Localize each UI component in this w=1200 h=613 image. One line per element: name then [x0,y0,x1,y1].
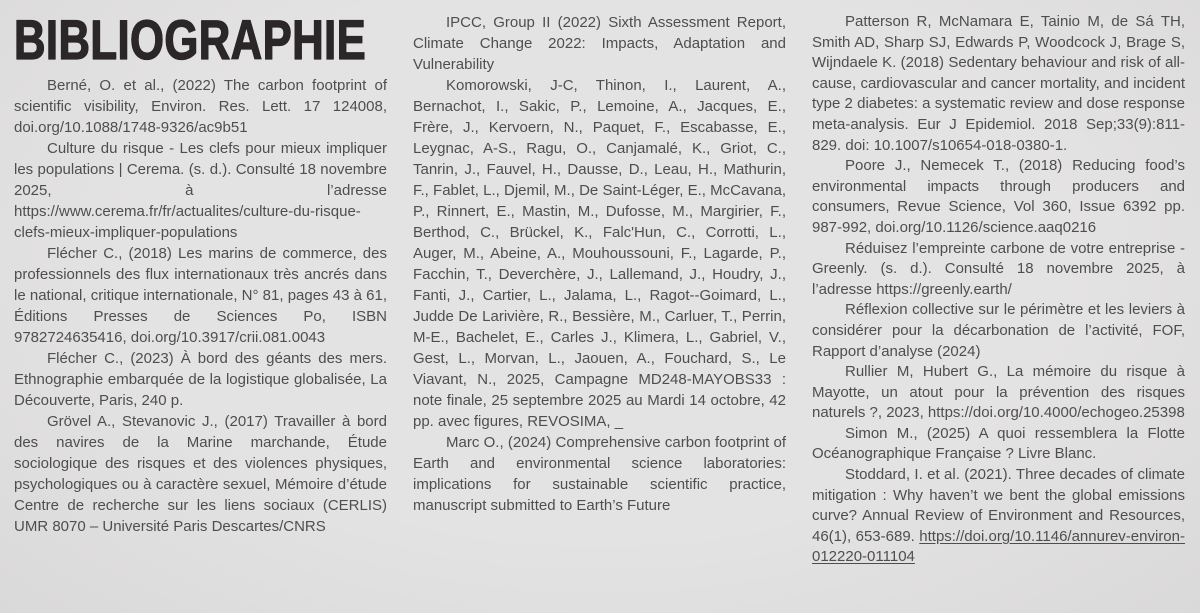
bib-entry-ipcc-2022: IPCC, Group II (2022) Sixth Assessment Report, Climate Change 2022: Impacts, Adaptation and Vulnerability [413,14,786,73]
bib-entry-marc-2024: Marc O., (2024) Comprehensive carbon footprint of Earth and environmental science laboratories: implications for sustainable scientific practice, manuscript submitted to Earth’s Future [413,434,786,514]
bib-entry-simon-2025: Simon M., (2025) A quoi ressemblera la Flotte Océanographique Française ? Livre Blanc. [812,424,1185,463]
bib-entry-berne-2022: Berné, O. et al., (2022) The carbon footprint of scientific visibility, Environ. Res. Lett. 17 124008, doi.org/10.1088/1748-9326/ac9b51 [14,77,387,136]
bib-entry-rullier-2023: Rullier M, Hubert G., La mémoire du risque à Mayotte, un atout pour la prévention des risques naturels ?, 2023, https://doi.org/10.4000/echogeo.25398 [812,363,1185,422]
bib-entry-cerema: Culture du risque - Les clefs pour mieux impliquer les populations | Cerema. (s. d.). Consulté 18 novembre 2025, à l’adresse https://www.cerema.fr/fr/actualites/culture-du-risque-clefs-mieux-impliquer-populations [14,140,387,241]
bib-entry-stoddard-2021 [812,465,1185,568]
bib-entry-grovel-2017: Grövel A., Stevanovic J., (2017) Travailler à bord des navires de la Marine marchande, Étude sociologique des risques et des violences physiques, psychologiques ou à caractère sexuel, Mémoire d’étude Centre de recherche sur les liens sociaux (CERLIS) UMR 8070 – Université Paris Descartes/CNRS [14,413,387,535]
bib-entry-fof-2024: Réflexion collective sur le périmètre et les leviers à considérer pour la décarbonation de l’activité, FOF, Rapport d’analyse (2024) [812,301,1185,360]
page-title: BIBLIOGRAPHIE [14,8,367,71]
bib-entry-poore-2018: Poore J., Nemecek T., (2018) Reducing food’s environmental impacts through producers and consumers, Revue Science, Vol 360, Issue 6392 pp. 987-992, doi.org/10.1126/science.aaq0216 [812,157,1185,236]
doi-link[interactable]: https://doi.org/10.1146/annurev-environ-012220-011104 [812,527,1185,566]
bib-entry-flecher-2018: Flécher C., (2018) Les marins de commerce, des professionnels des flux internationaux très ancrés dans le national, critique internationale, N° 81, pages 43 à 61, Éditions Presses de Sciences Po, ISBN 9782724635416, doi.org/10.3917/crii.081.0043 [14,245,387,346]
bib-entry-flecher-2023: Flécher C., (2023) À bord des géants des mers. Ethnographie embarquée de la logistique globalisée, La Découverte, Paris, 240 p. [14,350,387,409]
bib-entry-patterson-2018: Patterson R, McNamara E, Tainio M, de Sá TH, Smith AD, Sharp SJ, Edwards P, Woodcock J, Brage S, Wijndaele K. (2018) Sedentary behaviour and risk of all-cause, cardiovascular and cancer mortality, and incident type 2 diabetes: a systematic review and dose response meta-analysis. Eur J Epidemiol. 2018 Sep;33(9):811-829. doi: 10.1007/s10654-018-0380-1. [812,13,1185,154]
bib-entry-greenly: Réduisez l’empreinte carbone de votre entreprise - Greenly. (s. d.). Consulté 18 novembre 2025, à l’adresse https://greenly.earth/ [812,239,1185,298]
column-2 [413,12,786,613]
bib-entry-komorowski-2025: Komorowski, J-C, Thinon, I., Laurent, A., Bernachot, I., Sakic, P., Lemoine, A., Jacques, E., Frère, J., Kervoern, N., Paquet, F., Escabasse, E., Leygnac, A-S., Ragu, O., Canjamalé, K., Griot, C., Tanrin, J., Fauvel, H., Dausse, D., Leau, H., Mathurin, F., Fablet, L., Djemil, M., De Saint-Léger, E., McCavana, P., Rinnert, E., Mastin, M., Dufosse, M., Margirier, F., Berthod, C., Brückel, K., Falc'Hun, C., Corrotti, L., Auger, M., Abeine, A., Mouhoussouni, F., Lagarde, P., Facchin, T., Deverchère, J., Lallemand, J., Houdry, J., Fanti, J., Cartier, L., Jalama, L., Ragot--Goimard, L., Judde De Larivière, R., Bessière, M., Carluer, T., Perrin, M-E., Bachelet, E., Carles J., Klimera, L., Gabriel, V., Gest, L., Morvan, L., Jaouen, A., Fouchard, S., Le Viavant, N., 2025, Campagne MD248-MAYOBS33 : note finale, 25 septembre 2025 au Mardi 14 octobre, 42 pp. avec figures, REVOSIMA, _ [413,77,786,430]
column-3 [812,12,1185,613]
column-1 [14,8,387,613]
bib-entry-stoddard-text: Stoddard, I. et al. (2021). Three decades of climate mitigation : Why haven’t we bent the global emissions curve? Annual Review of Environment and Resources, 46(1), 653-689. [812,466,1185,545]
